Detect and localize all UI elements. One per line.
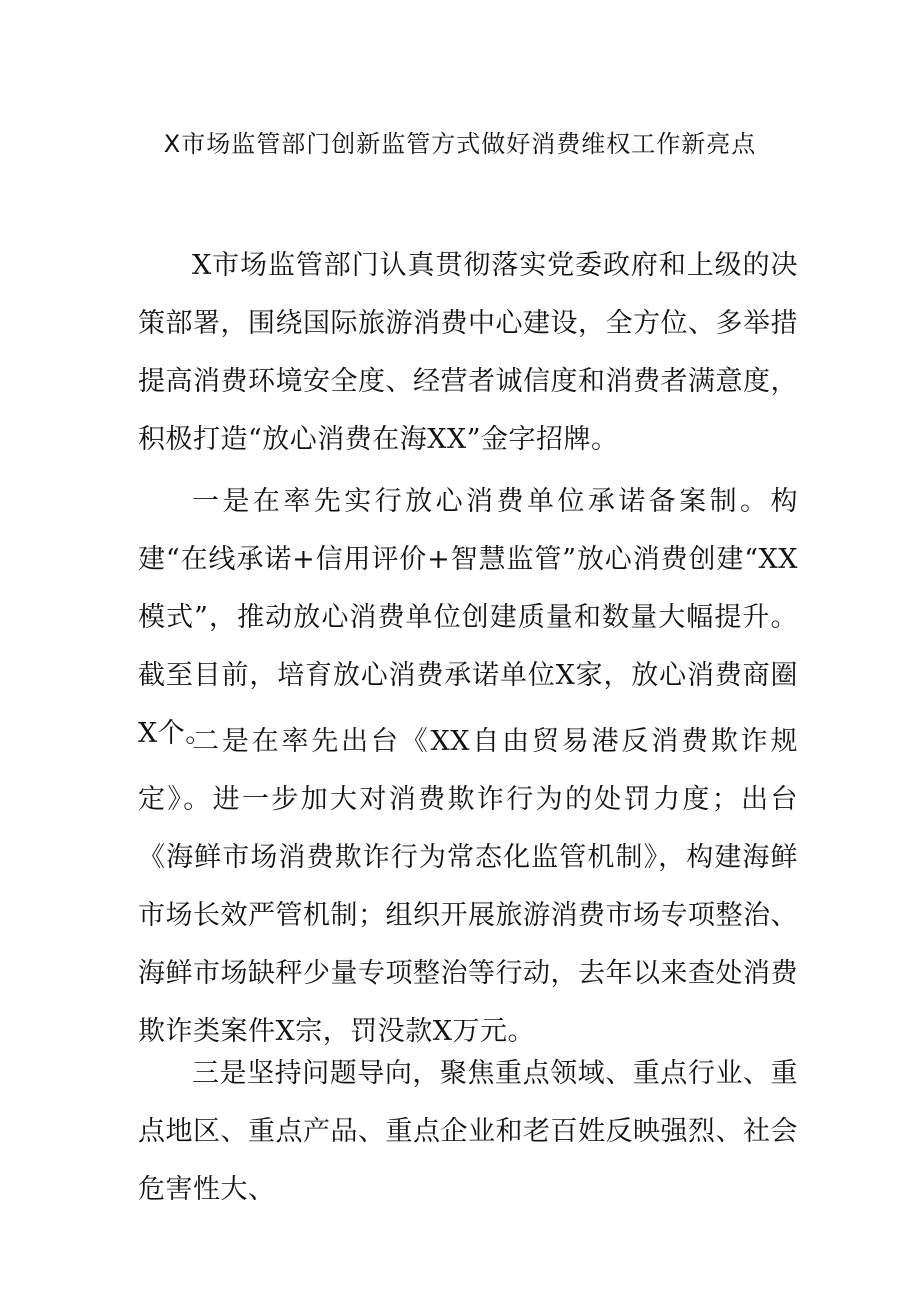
paragraph-point-three: 三是坚持问题导向，聚焦重点领域、重点行业、重点地区、重点产品、重点企业和老百姓反映强烈、社会危害性大、 [138,1058,798,1205]
paragraph-point-two: 二是在率先出台《XX自由贸易港反消费欺诈规定》。进一步加大对消费欺诈行为的处罚力度；出台《海鲜市场消费欺诈行为常态化监管机制》，构建海鲜市场长效严管机制；组织开展旅游消费市场专项整治、海鲜市场缺秤少量专项整治等行动，去年以来查处消费欺诈类案件X宗，罚没款X万元。 [138,726,798,1047]
document-title: X市场监管部门创新监管方式做好消费维权工作新亮点 [163,130,757,158]
paragraph-point-one: 一是在率先实行放心消费单位承诺备案制。构建“在线承诺+信用评价+智慧监管”放心消费创建“XX模式”，推动放心消费单位创建质量和数量大幅提升。截至目前，培育放心消费承诺单位X家，放心消费商圈X个。 [138,486,798,749]
paragraph-intro: X市场监管部门认真贯彻落实党委政府和上级的决策部署，围绕国际旅游消费中心建设，全方位、多举措提高消费环境安全度、经营者诚信度和消费者满意度，积极打造“放心消费在海XX”金字招牌。 [138,250,798,455]
